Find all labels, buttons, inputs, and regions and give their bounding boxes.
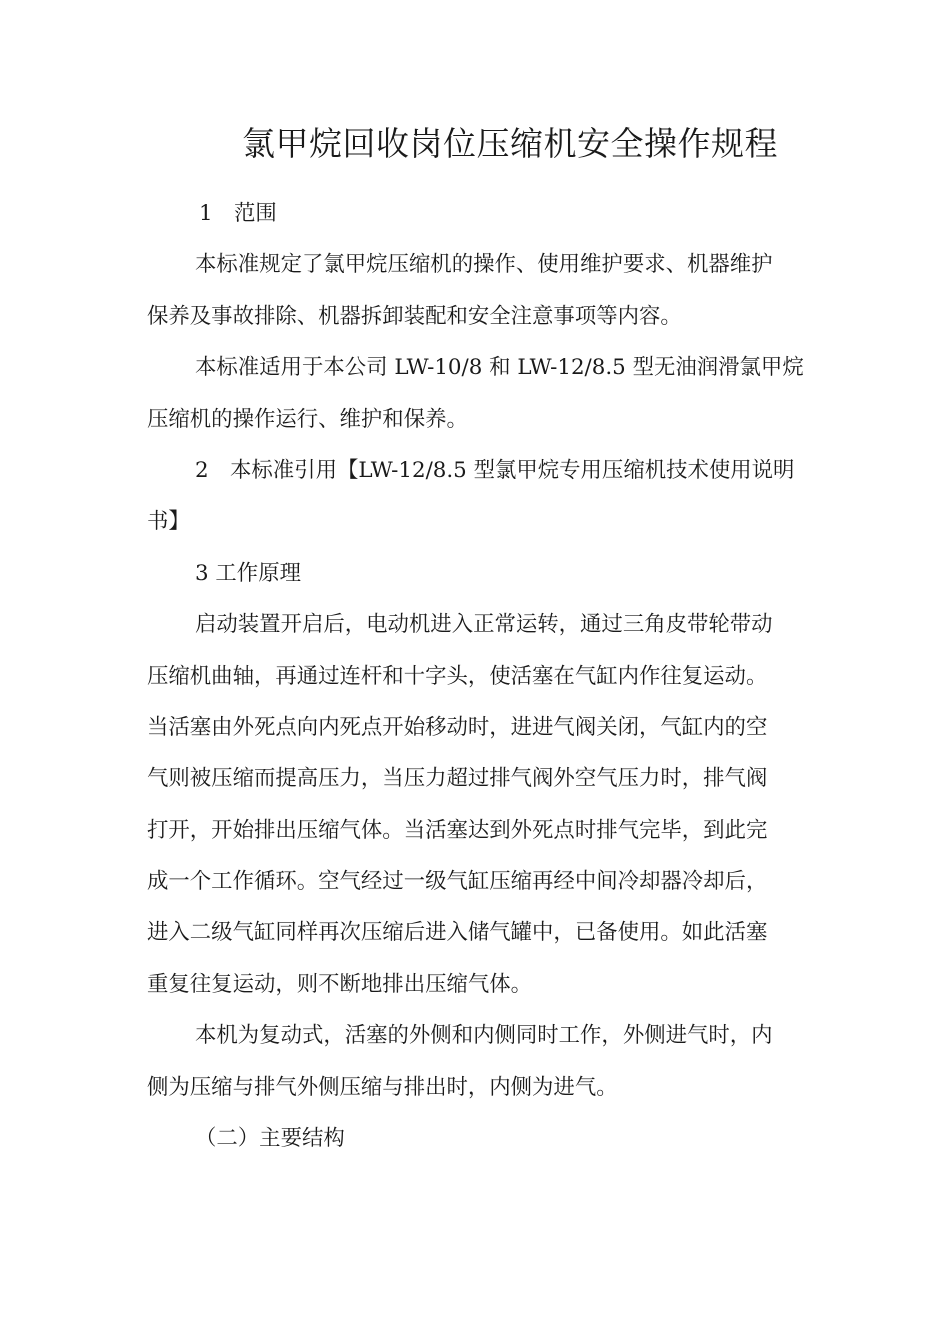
text-line-p3c: 当活塞由外死点向内死点开始移动时，进进气阀关闭，气缸内的空: [147, 714, 768, 740]
text-line-p3b: 压缩机曲轴，再通过连杆和十字头，使活塞在气缸内作往复运动。: [147, 663, 768, 689]
text-line-p4a: 本机为复动式，活塞的外侧和内侧同时工作，外侧进气时，内: [195, 1023, 773, 1049]
text-line-p3e: 打开，开始排出压缩气体。当活塞达到外死点时排气完毕，到此完: [147, 817, 768, 843]
document-body: [147, 188, 802, 1164]
text-line-sec2b: 书】: [147, 509, 190, 535]
text-line-sec3: 3 工作原理: [195, 560, 301, 586]
text-line-p3h: 重复往复运动，则不断地排出压缩气体。: [147, 971, 533, 997]
document-title: 氯甲烷回收岗位压缩机安全操作规程: [242, 124, 778, 163]
text-line-sec1: 1 范围: [199, 201, 277, 226]
text-line-sec4: （二）主要结构: [195, 1126, 345, 1152]
text-line-p2b: 压缩机的操作运行、维护和保养。: [147, 406, 468, 432]
text-line-p3d: 气则被压缩而提高压力，当压力超过排气阀外空气压力时，排气阀: [147, 766, 768, 792]
text-line-p3a: 启动装置开启后，电动机进入正常运转，通过三角皮带轮带动: [195, 612, 773, 638]
text-line-p2a: 本标准适用于本公司 LW-10/8 和 LW-12/8.5 型无油润滑氯甲烷: [195, 355, 804, 381]
text-line-p1a: 本标准规定了氯甲烷压缩机的操作、使用维护要求、机器维护: [195, 252, 773, 278]
text-line-p3f: 成一个工作循环。空气经过一级气缸压缩再经中间冷却器冷却后，: [147, 869, 768, 895]
text-line-p4b: 侧为压缩与排气外侧压缩与排出时，内侧为进气。: [147, 1074, 618, 1100]
text-line-sec2a: 2 本标准引用【LW-12/8.5 型氯甲烷专用压缩机技术使用说明: [195, 457, 795, 483]
text-line-p1b: 保养及事故排除、机器拆卸装配和安全注意事项等内容。: [147, 303, 682, 329]
text-line-p3g: 进入二级气缸同样再次压缩后进入储气罐中，已备使用。如此活塞: [147, 920, 768, 946]
